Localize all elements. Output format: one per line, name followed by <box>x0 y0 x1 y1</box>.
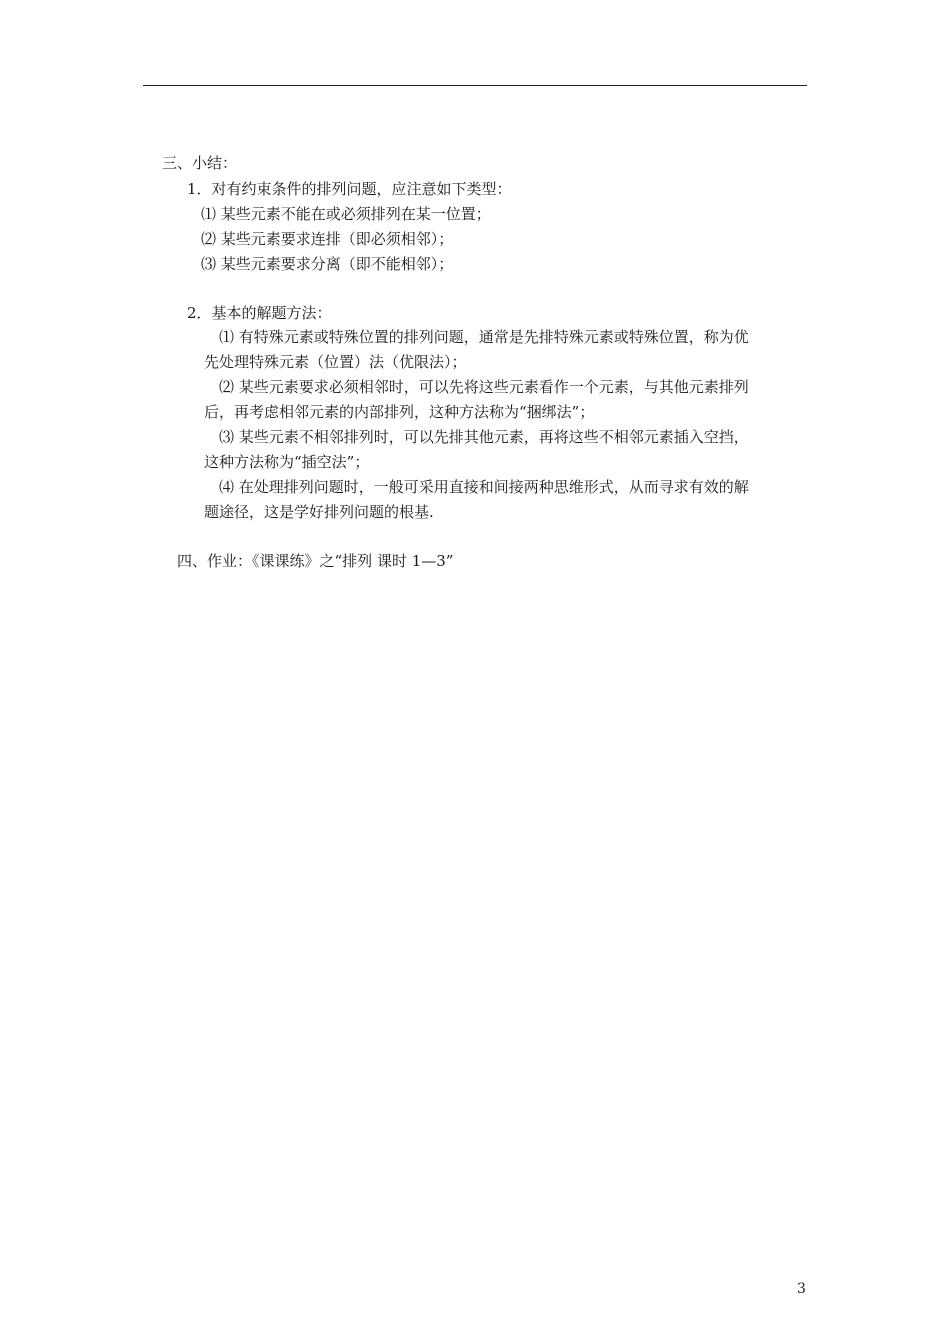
method-1-line-2: 先处理特殊元素（位置）法（优限法）； <box>204 353 467 371</box>
method-2-line-2: 后，再考虑相邻元素的内部排列，这种方法称为“捆绑法”； <box>204 403 595 421</box>
summary-item2-title: 2．基本的解题方法： <box>187 304 332 322</box>
summary-item1-title: 1．对有约束条件的排列问题，应注意如下类型： <box>187 180 512 198</box>
method-4-line-2: 题途径，这是学好排列问题的根基. <box>204 503 434 521</box>
method-4-line-1: ⑷ 在处理排列问题时，一般可采用直接和间接两种思维形式，从而寻求有效的解 <box>219 478 749 496</box>
page-number: 3 <box>797 1281 806 1297</box>
method-3-line-1: ⑶ 某些元素不相邻排列时，可以先排其他元素，再将这些不相邻元素插入空挡， <box>219 428 749 446</box>
method-1-line-1: ⑴ 有特殊元素或特殊位置的排列问题，通常是先排特殊元素或特殊位置，称为优 <box>219 328 749 346</box>
summary-item1-type-3: ⑶ 某些元素要求分离（即不能相邻）； <box>201 255 454 273</box>
method-3-line-2: 这种方法称为“插空法”； <box>204 453 370 471</box>
homework-line: 四、作业：《课课练》之“排列 课时 1—3” <box>177 552 454 570</box>
summary-item1-type-2: ⑵ 某些元素要求连排（即必须相邻）； <box>201 230 454 248</box>
summary-item1-type-1: ⑴ 某些元素不能在或必须排列在某一位置； <box>201 205 491 223</box>
header-rule <box>143 85 807 86</box>
method-2-line-1: ⑵ 某些元素要求必须相邻时，可以先将这些元素看作一个元素，与其他元素排列 <box>219 378 749 396</box>
summary-heading: 三、小结： <box>162 154 238 172</box>
